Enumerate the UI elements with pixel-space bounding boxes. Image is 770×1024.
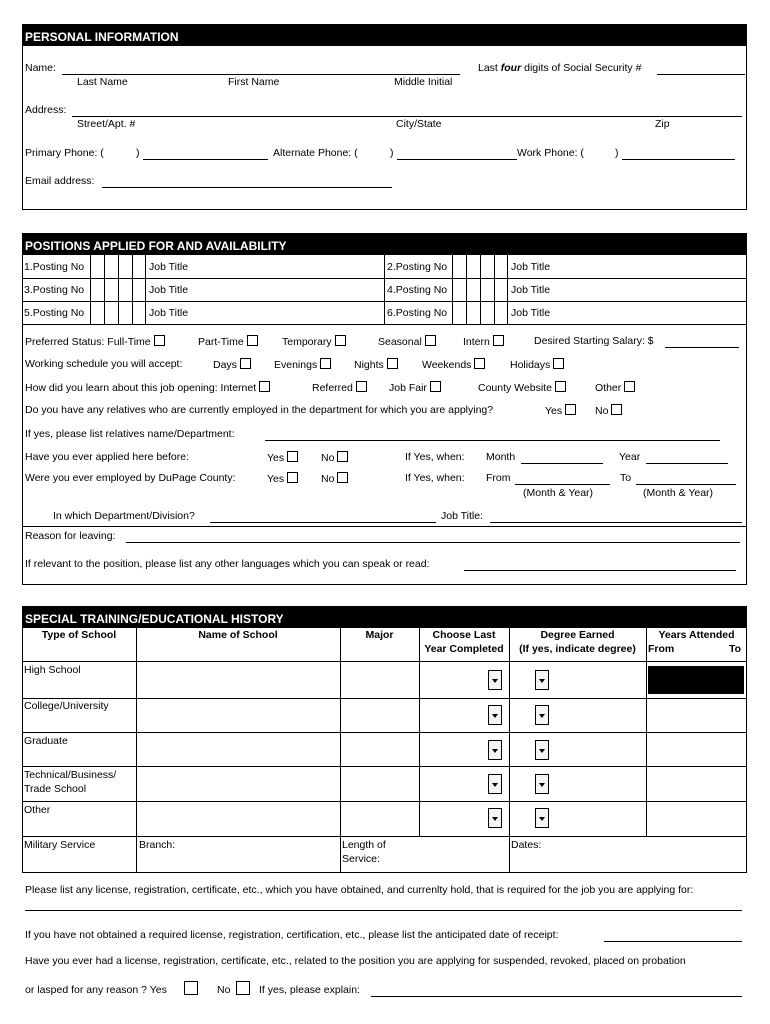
intern-checkbox[interactable] [493, 335, 504, 346]
license-date-field[interactable] [604, 941, 742, 942]
col-years-to: To [729, 643, 742, 655]
prev-job-title-label: Job Title: [441, 510, 484, 522]
posting-digit-divider [90, 255, 91, 324]
applied-yes-option: Yes [267, 451, 298, 464]
holidays-checkbox[interactable] [553, 358, 564, 369]
col-name-of-school: Name of School [198, 629, 278, 641]
employed-from-label: From [486, 472, 511, 484]
posting-5-label: 5.Posting No [24, 307, 85, 319]
license-question-2: If you have not obtained a required license, registration, certification, etc., please list the anticipated date of receipt: [25, 929, 559, 941]
evenings-option: Evenings [274, 358, 331, 371]
year-completed-dropdown-graduate[interactable] [488, 740, 502, 760]
desired-salary-field[interactable] [665, 347, 739, 348]
temporary-option: Temporary [282, 335, 346, 348]
education-grid-line [22, 732, 747, 733]
posting-6-label: 6.Posting No [387, 307, 448, 319]
seasonal-checkbox[interactable] [425, 335, 436, 346]
address-field[interactable] [72, 116, 742, 117]
employed-to-field[interactable] [636, 484, 736, 485]
nights-option: Nights [354, 358, 398, 371]
name-field[interactable] [62, 74, 460, 75]
middle-initial-caption: Middle Initial [394, 76, 453, 88]
employed-from-field[interactable] [515, 484, 610, 485]
posting-grid-line [22, 324, 747, 325]
posting-digit-divider [145, 255, 146, 324]
from-month-year-caption: (Month & Year) [523, 487, 594, 499]
county-website-option: County Website [478, 381, 566, 394]
row-college: College/University [24, 700, 109, 712]
posting-digit-divider [118, 255, 119, 324]
nights-checkbox[interactable] [387, 358, 398, 369]
primary-phone-paren: ) [136, 147, 140, 159]
education-grid-col [340, 628, 341, 873]
applied-yes-checkbox[interactable] [287, 451, 298, 462]
education-grid-col [419, 628, 420, 836]
employed-no-checkbox[interactable] [337, 472, 348, 483]
posting-digit-divider [494, 255, 495, 324]
applied-before-label: Have you ever applied here before: [25, 451, 190, 463]
branch-label: Branch: [139, 839, 176, 851]
license-explain-label: If yes, please explain: [259, 984, 360, 996]
employed-yes-option: Yes [267, 472, 298, 485]
job-title-5-label: Job Title [149, 307, 189, 319]
relatives-yes-option: Yes [545, 404, 576, 417]
license-question-3: Have you ever had a license, registration, certificate, etc., related to the position you are applying for suspended, revoked, placed on probation [25, 955, 686, 967]
to-month-year-caption: (Month & Year) [643, 487, 714, 499]
posting-digit-divider [104, 255, 105, 324]
applied-no-option: No [321, 451, 348, 464]
part-time-checkbox[interactable] [247, 335, 258, 346]
length-service-2: Service: [342, 853, 380, 865]
preferred-status-label: Preferred Status: Full-Time [25, 335, 165, 348]
full-time-checkbox[interactable] [154, 335, 165, 346]
weekends-option: Weekends [422, 358, 485, 371]
job-title-3-label: Job Title [149, 284, 189, 296]
languages-field[interactable] [464, 570, 736, 571]
department-division-field[interactable] [210, 522, 436, 523]
education-grid-col [136, 628, 137, 873]
email-field[interactable] [102, 187, 392, 188]
posting-1-label: 1.Posting No [24, 261, 85, 273]
employed-to-label: To [620, 472, 632, 484]
posting-4-label: 4.Posting No [387, 284, 448, 296]
days-checkbox[interactable] [240, 358, 251, 369]
relatives-list-field[interactable] [265, 440, 720, 441]
degree-dropdown-other[interactable] [535, 808, 549, 828]
relatives-question: Do you have any relatives who are currently employed in the department for which you are applying? [25, 404, 494, 416]
reason-leaving-field[interactable] [126, 542, 740, 543]
job-title-4-label: Job Title [511, 284, 551, 296]
education-grid-line [22, 661, 747, 662]
employed-when-label: If Yes, when: [405, 472, 465, 484]
job-title-1-label: Job Title [149, 261, 189, 273]
name-label: Name: [25, 62, 56, 74]
license-question-3b: or lasped for any reason ? Yes [25, 984, 167, 996]
positions-header: POSITIONS APPLIED FOR AND AVAILABILITY [22, 233, 747, 255]
col-degree-1: Degree Earned [540, 629, 615, 641]
posting-2-label: 2.Posting No [387, 261, 448, 273]
address-label: Address: [25, 104, 67, 116]
posting-digit-divider [452, 255, 453, 324]
row-technical-2: Trade School [24, 783, 87, 795]
job-title-2-label: Job Title [511, 261, 551, 273]
year-completed-dropdown-other[interactable] [488, 808, 502, 828]
work-phone-label: Work Phone: ( [517, 147, 584, 159]
education-grid-col [509, 628, 510, 873]
applied-no-checkbox[interactable] [337, 451, 348, 462]
alternate-phone-field[interactable] [397, 159, 517, 160]
row-high-school: High School [24, 664, 81, 676]
employed-dupage-label: Were you ever employed by DuPage County: [25, 472, 236, 484]
applied-month-field[interactable] [521, 463, 603, 464]
col-choose-last-2: Year Completed [424, 643, 504, 655]
col-years-from: From [648, 643, 675, 655]
last-name-caption: Last Name [77, 76, 128, 88]
row-technical-1: Technical/Business/ [24, 769, 117, 781]
posting-3-label: 3.Posting No [24, 284, 85, 296]
posting-digit-divider [507, 255, 508, 324]
job-title-6-label: Job Title [511, 307, 551, 319]
year-completed-dropdown-college[interactable] [488, 705, 502, 725]
first-name-caption: First Name [228, 76, 280, 88]
degree-dropdown-college[interactable] [535, 705, 549, 725]
email-label: Email address: [25, 175, 95, 187]
degree-dropdown-technical[interactable] [535, 774, 549, 794]
license-no-label: No [217, 984, 231, 996]
relatives-no-checkbox[interactable] [611, 404, 622, 415]
license-no-checkbox[interactable] [236, 981, 250, 995]
col-major: Major [365, 629, 394, 641]
license-field-1[interactable] [25, 910, 742, 911]
job-fair-option: Job Fair [389, 381, 441, 394]
education-grid-line [22, 836, 747, 837]
city-state-caption: City/State [396, 118, 442, 130]
col-type-of-school: Type of School [41, 629, 117, 641]
col-degree-2: (If yes, indicate degree) [519, 643, 636, 655]
seasonal-option: Seasonal [378, 335, 436, 348]
work-phone-field[interactable] [622, 159, 735, 160]
department-division-label: In which Department/Division? [53, 510, 195, 522]
years-attended-high-school-filled[interactable] [648, 666, 744, 694]
primary-phone-field[interactable] [143, 159, 268, 160]
education-grid-line [22, 766, 747, 767]
applied-year-field[interactable] [646, 463, 728, 464]
ssn-label: Last four digits of Social Security # [478, 62, 642, 74]
degree-dropdown-graduate[interactable] [535, 740, 549, 760]
ssn-field[interactable] [657, 74, 745, 75]
street-caption: Street/Apt. # [77, 118, 136, 130]
year-completed-dropdown-technical[interactable] [488, 774, 502, 794]
row-graduate: Graduate [24, 735, 68, 747]
col-choose-last-1: Choose Last [432, 629, 496, 641]
employed-yes-checkbox[interactable] [287, 472, 298, 483]
posting-column-divider [384, 255, 385, 324]
zip-caption: Zip [655, 118, 670, 130]
reason-leaving-label: Reason for leaving: [25, 530, 116, 542]
applied-when-label: If Yes, when: [405, 451, 465, 463]
other-option: Other [595, 381, 635, 394]
relatives-list-label: If yes, please list relatives name/Department: [25, 428, 235, 440]
military-service-label: Military Service [24, 839, 96, 851]
how-learn-label: How did you learn about this job opening: Internet [25, 381, 270, 394]
posting-digit-divider [466, 255, 467, 324]
employed-no-option: No [321, 472, 348, 485]
section-divider [22, 526, 747, 527]
alternate-phone-label: Alternate Phone: ( [273, 147, 358, 159]
languages-label: If relevant to the position, please list any other languages which you can speak or read: [25, 558, 430, 570]
education-grid-col [646, 628, 647, 836]
holidays-option: Holidays [510, 358, 564, 371]
applied-month-label: Month [486, 451, 516, 463]
other-checkbox[interactable] [624, 381, 635, 392]
license-question-1: Please list any license, registration, certificate, etc., which you have obtained, and currenlty hold, that is required for the job you are applying for: [25, 884, 694, 896]
weekends-checkbox[interactable] [474, 358, 485, 369]
referred-option: Referred [312, 381, 367, 394]
referred-checkbox[interactable] [356, 381, 367, 392]
evenings-checkbox[interactable] [320, 358, 331, 369]
posting-digit-divider [132, 255, 133, 324]
personal-information-header: PERSONAL INFORMATION [22, 24, 747, 46]
intern-option: Intern [463, 335, 504, 348]
education-grid-line [22, 801, 747, 802]
relatives-no-option: No [595, 404, 622, 417]
county-website-checkbox[interactable] [555, 381, 566, 392]
desired-salary-label: Desired Starting Salary: $ [534, 335, 654, 347]
length-service-1: Length of [342, 839, 386, 851]
primary-phone-label: Primary Phone: ( [25, 147, 104, 159]
internet-checkbox[interactable] [259, 381, 270, 392]
degree-dropdown-high-school[interactable] [535, 670, 549, 690]
license-yes-checkbox[interactable] [184, 981, 198, 995]
posting-digit-divider [480, 255, 481, 324]
row-other: Other [24, 804, 51, 816]
prev-job-title-field[interactable] [490, 522, 742, 523]
dates-label: Dates: [511, 839, 542, 851]
year-completed-dropdown-high-school[interactable] [488, 670, 502, 690]
relatives-yes-checkbox[interactable] [565, 404, 576, 415]
work-phone-paren: ) [615, 147, 619, 159]
temporary-checkbox[interactable] [335, 335, 346, 346]
applied-year-label: Year [619, 451, 641, 463]
working-schedule-label: Working schedule you will accept: [25, 358, 183, 370]
part-time-option: Part-Time [198, 335, 258, 348]
education-header: SPECIAL TRAINING/EDUCATIONAL HISTORY [22, 606, 747, 628]
days-option: Days [213, 358, 251, 371]
education-grid-line [22, 698, 747, 699]
job-fair-checkbox[interactable] [430, 381, 441, 392]
col-years-attended: Years Attended [658, 629, 735, 641]
license-explain-field[interactable] [371, 996, 742, 997]
alternate-phone-paren: ) [390, 147, 394, 159]
